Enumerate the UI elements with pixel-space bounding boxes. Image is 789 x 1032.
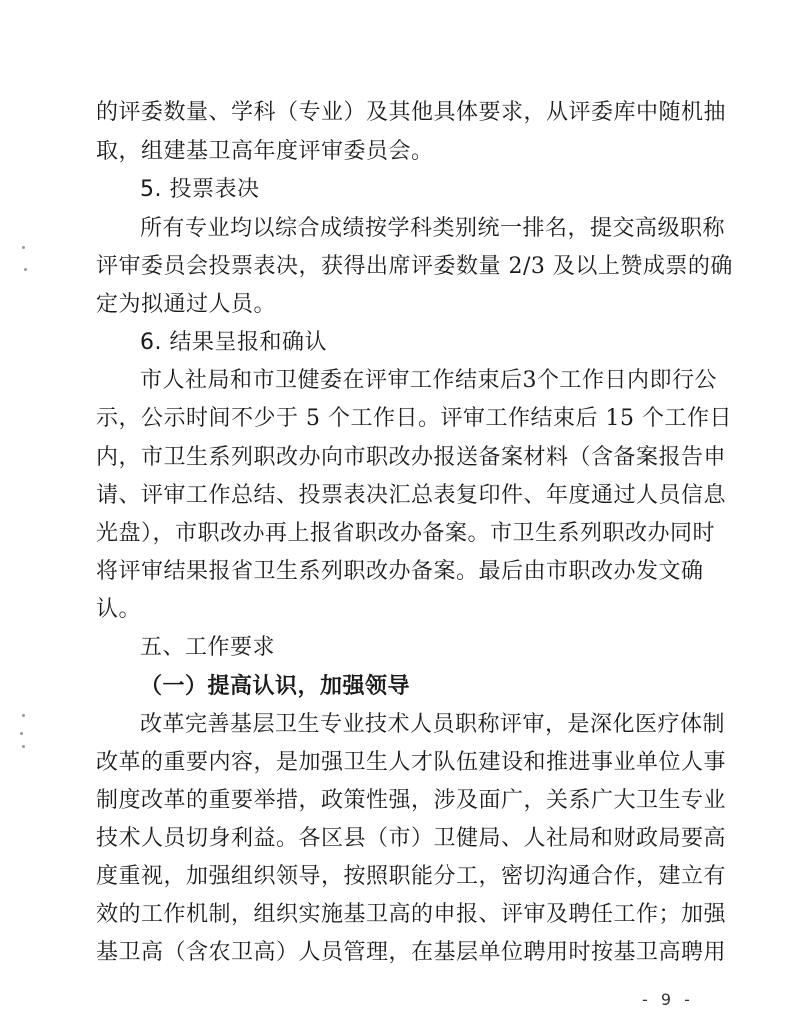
scan-mark	[24, 268, 27, 271]
paragraph-line: 示，公示时间不少于 5 个工作日。评审工作结束后 15 个工作日	[96, 406, 732, 431]
paragraph-line: 制度改革的重要举措，政策性强，涉及面广，关系广大卫生专业	[96, 788, 727, 813]
paragraph-line: 改革完善基层卫生专业技术人员职称评审，是深化医疗体制	[140, 712, 726, 737]
scan-mark	[20, 732, 23, 735]
scan-mark	[22, 714, 25, 717]
paragraph-line: 认。	[96, 597, 142, 622]
paragraph-line: 定为拟通过人员。	[96, 292, 277, 317]
paragraph-line: 光盘），市职改办再上报省职改办备案。市卫生系列职改办同时	[96, 521, 716, 546]
subsection-heading: （一）提高认识，加强领导	[140, 674, 411, 699]
paragraph-line: 请、评审工作总结、投票表决汇总表复印件、年度通过人员信息	[96, 483, 727, 508]
paragraph-line: 改革的重要内容，是加强卫生人才队伍建设和推进事业单位人事	[96, 750, 727, 775]
scan-mark	[22, 745, 25, 748]
scan-mark	[22, 246, 25, 249]
paragraph-line: 取，组建基卫高年度评审委员会。	[96, 139, 434, 164]
paragraph-line: 评审委员会投票表决，获得出席评委数量 2/3 及以上赞成票的确	[96, 254, 733, 279]
item-heading-5: 5. 投票表决	[140, 177, 260, 202]
paragraph-line: 的评委数量、学科（专业）及其他具体要求，从评委库中随机抽	[96, 100, 727, 125]
paragraph-line: 所有专业均以综合成绩按学科类别统一排名，提交高级职称	[140, 216, 726, 241]
paragraph-line: 将评审结果报省卫生系列职改办备案。最后由市职改办发文确	[96, 559, 704, 584]
paragraph-line: 技术人员切身利益。各区县（市）卫健局、人社局和财政局要高	[96, 826, 727, 851]
paragraph-line: 基卫高（含农卫高）人员管理，在基层单位聘用时按基卫高聘用	[96, 940, 727, 965]
item-heading-6: 6. 结果呈报和确认	[140, 330, 327, 355]
paragraph-line: 效的工作机制，组织实施基卫高的申报、评审及聘任工作；加强	[96, 902, 727, 927]
paragraph-line: 市人社局和市卫健委在评审工作结束后3个工作日内即行公	[140, 368, 717, 393]
paragraph-line: 度重视，加强组织领导，按照职能分工，密切沟通合作，建立有	[96, 864, 727, 889]
section-heading: 五、工作要求	[140, 635, 276, 660]
paragraph-line: 内，市卫生系列职改办向市职改办报送备案材料（含备案报告申	[96, 445, 727, 470]
page-number: - 9 -	[642, 990, 694, 1009]
